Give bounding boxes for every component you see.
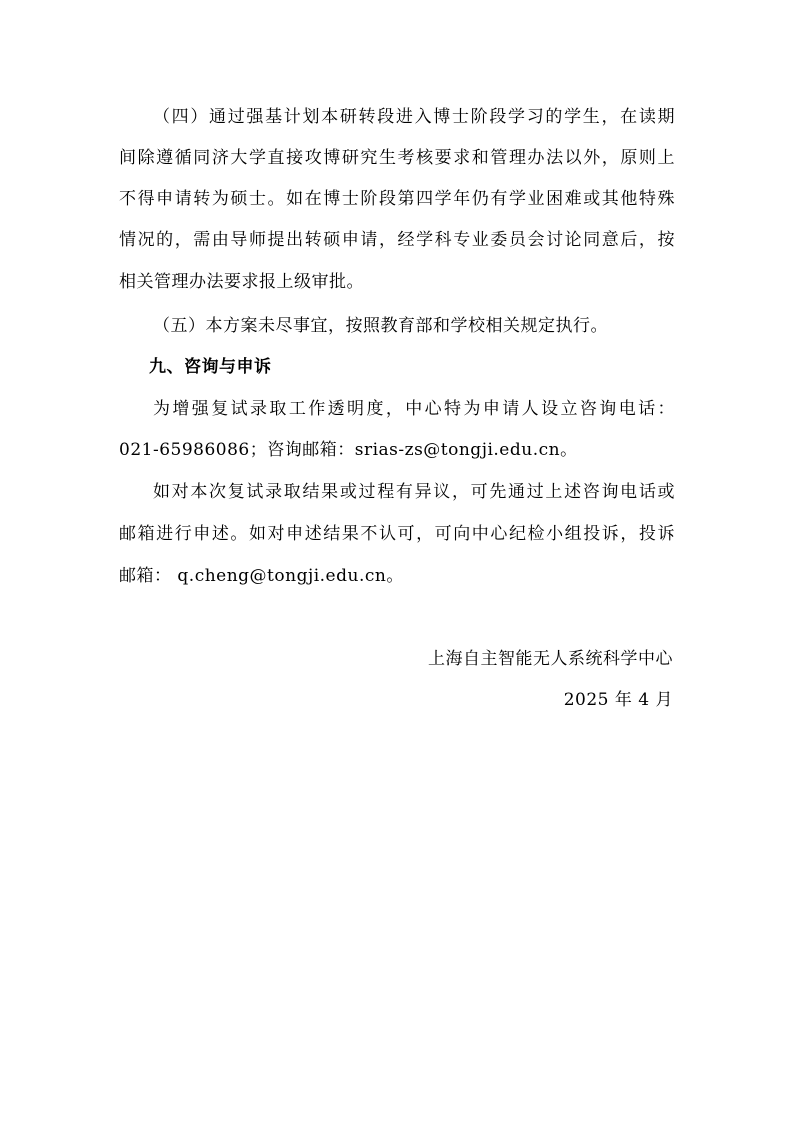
complaint-line-3: 邮箱： q.cheng@tongji.edu.cn。 [119, 566, 404, 586]
para4-line-4: 情况的，需由导师提出转硕申请，经学科专业委员会讨论同意后，按 [119, 230, 675, 250]
para4-line-5: 相关管理办法要求报上级审批。 [119, 272, 364, 292]
para5-line-1: （五）本方案未尽事宜，按照教育部和学校相关规定执行。 [153, 316, 608, 336]
section-heading: 九、咨询与申诉 [149, 357, 272, 377]
para4-line-3: 不得申请转为硕士。如在博士阶段第四学年仍有学业困难或其他特殊 [119, 189, 675, 209]
signature-organization: 上海自主智能无人系统科学中心 [428, 649, 673, 669]
consult-line-1: 为增强复试录取工作透明度，中心特为申请人设立咨询电话： [153, 399, 675, 419]
signature-date: 2025 年 4 月 [563, 690, 673, 710]
consult-line-2: 021-65986086；咨询邮箱：srias-zs@tongji.edu.cn。 [119, 440, 578, 460]
para4-line-2: 间除遵循同济大学直接攻博研究生考核要求和管理办法以外，原则上 [119, 148, 675, 168]
complaint-line-1: 如对本次复试录取结果或过程有异议，可先通过上述咨询电话或 [153, 482, 675, 502]
para4-line-1: （四）通过强基计划本研转段进入博士阶段学习的学生，在读期 [153, 107, 675, 127]
complaint-line-2: 邮箱进行申述。如对申述结果不认可，可向中心纪检小组投诉，投诉 [119, 524, 675, 544]
